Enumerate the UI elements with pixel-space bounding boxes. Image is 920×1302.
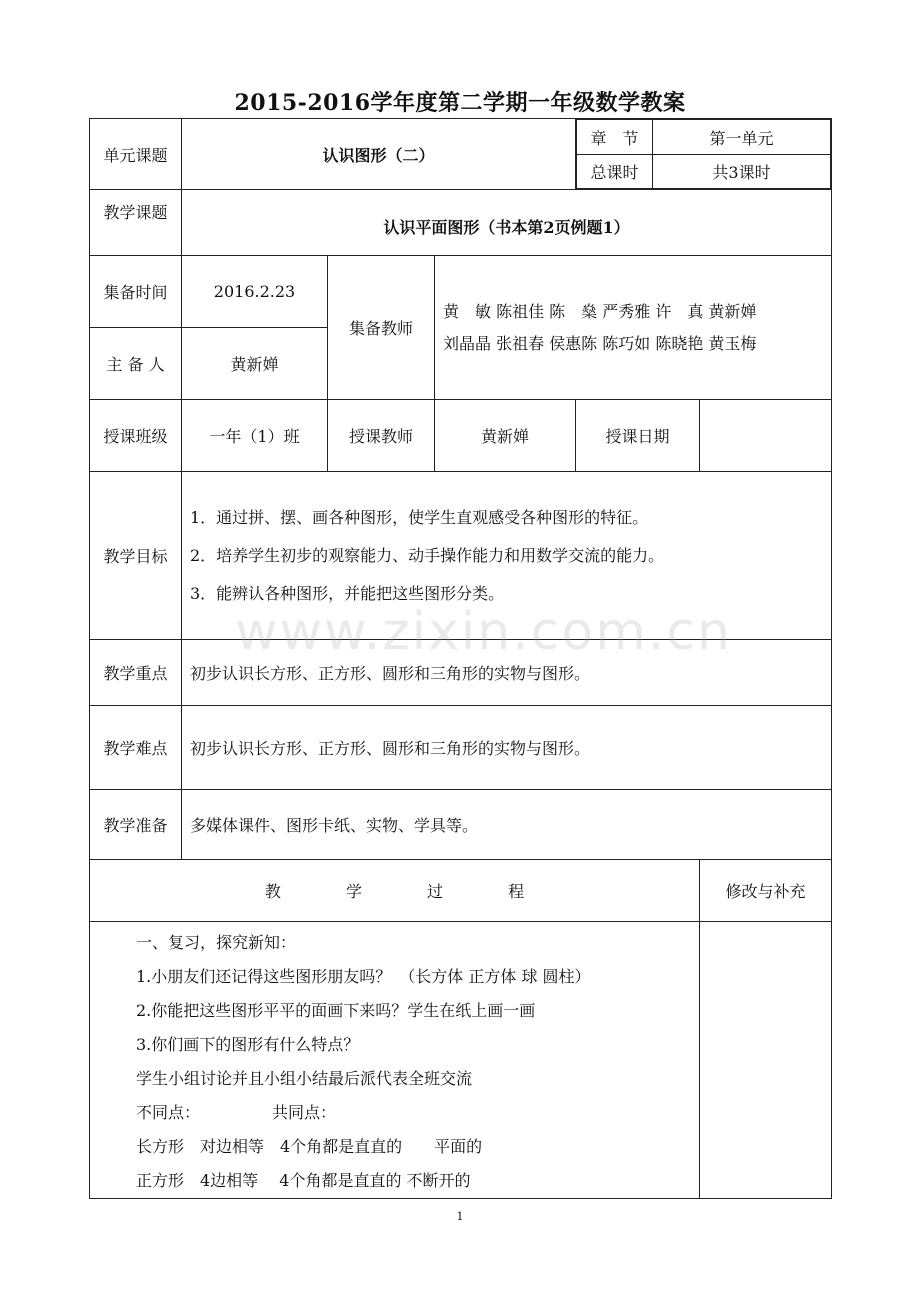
process-line: 2.你能把这些图形平平的面画下来吗？学生在纸上画一画 [136, 1001, 536, 1020]
unit-value: 认识图形（二） [182, 119, 576, 190]
difficulty-value: 初步认识长方形、正方形、圆形和三角形的实物与图形。 [182, 706, 832, 790]
lesson-label: 教学课题 [90, 190, 182, 256]
process-line: 学生小组讨论并且小组小结最后派代表全班交流 [136, 1069, 473, 1088]
revision-header: 修改与补充 [700, 860, 832, 922]
prep-time-value: 2016.2.23 [182, 256, 328, 328]
process-line: 3.你们画下的图形有什么特点？ [136, 1035, 360, 1054]
lead-value: 黄新婵 [182, 328, 328, 400]
total-hours-value: 共3课时 [653, 155, 831, 189]
class-label: 授课班级 [90, 400, 182, 472]
prep-teachers-names [435, 256, 832, 400]
process-line: 长方形 对边相等 4个角都是直直的 平面的 [136, 1137, 483, 1156]
process-line: 1.小朋友们还记得这些图形朋友吗？ （长方体 正方体 球 圆柱） [136, 967, 591, 986]
teacher-label: 授课教师 [328, 400, 435, 472]
teacher-value: 黄新婵 [435, 400, 576, 472]
watermark: www.zixin.com.cn [235, 602, 732, 662]
preparation-label: 教学准备 [90, 790, 182, 860]
chapter-hours-grid [576, 119, 831, 189]
key-point-value: 初步认识长方形、正方形、圆形和三角形的实物与图形。 [182, 640, 832, 706]
process-line: 正方形 4边相等 4个角都是直直的 不断开的 [136, 1171, 471, 1190]
class-value: 一年（1）班 [182, 400, 328, 472]
document-title: 2015-2016学年度第二学期一年级数学教案 [234, 90, 686, 116]
process-body [90, 922, 700, 1199]
goals-label: 教学目标 [90, 472, 182, 640]
process-line: 不同点： 共同点： [136, 1103, 337, 1122]
lesson-plan-table [89, 118, 832, 1199]
prep-teachers-line-1: 黄 敏 陈祖佳 陈 燊 严秀雅 许 真 黄新婵 [443, 301, 757, 321]
preparation-value: 多媒体课件、图形卡纸、实物、学具等。 [182, 790, 832, 860]
goal-item: 3．能辨认各种图形，并能把这些图形分类。 [190, 583, 505, 603]
process-header [90, 860, 700, 922]
chapter-label: 章 节 [577, 120, 653, 155]
date-label: 授课日期 [576, 400, 700, 472]
process-header-char: 学 [345, 882, 362, 901]
revision-cell [700, 922, 832, 1199]
process-header-char: 过 [427, 882, 444, 901]
prep-teachers-line-2: 刘晶晶 张祖春 侯惠陈 陈巧如 陈晓艳 黄玉梅 [443, 333, 757, 353]
prep-time-label: 集备时间 [90, 256, 182, 328]
goal-item: 2．培养学生初步的观察能力、动手操作能力和用数学交流的能力。 [190, 545, 665, 565]
page-number: 1 [456, 1210, 464, 1223]
process-line: 一、复习，探究新知： [136, 933, 297, 952]
goals-list [182, 472, 832, 640]
lead-label: 主 备 人 [90, 328, 182, 400]
prep-teachers-label: 集备教师 [328, 256, 435, 400]
goal-item: 1．通过拼、摆、画各种图形，使学生直观感受各种图形的特征。 [190, 507, 649, 527]
process-header-char: 程 [508, 882, 525, 901]
key-point-label: 教学重点 [90, 640, 182, 706]
date-value [700, 400, 832, 472]
difficulty-label: 教学难点 [90, 706, 182, 790]
lesson-value: 认识平面图形（书本第2页例题1） [182, 190, 832, 256]
unit-label: 单元课题 [90, 119, 182, 190]
total-hours-label: 总课时 [577, 155, 653, 189]
process-header-char: 教 [264, 882, 281, 901]
chapter-value: 第一单元 [653, 120, 831, 155]
